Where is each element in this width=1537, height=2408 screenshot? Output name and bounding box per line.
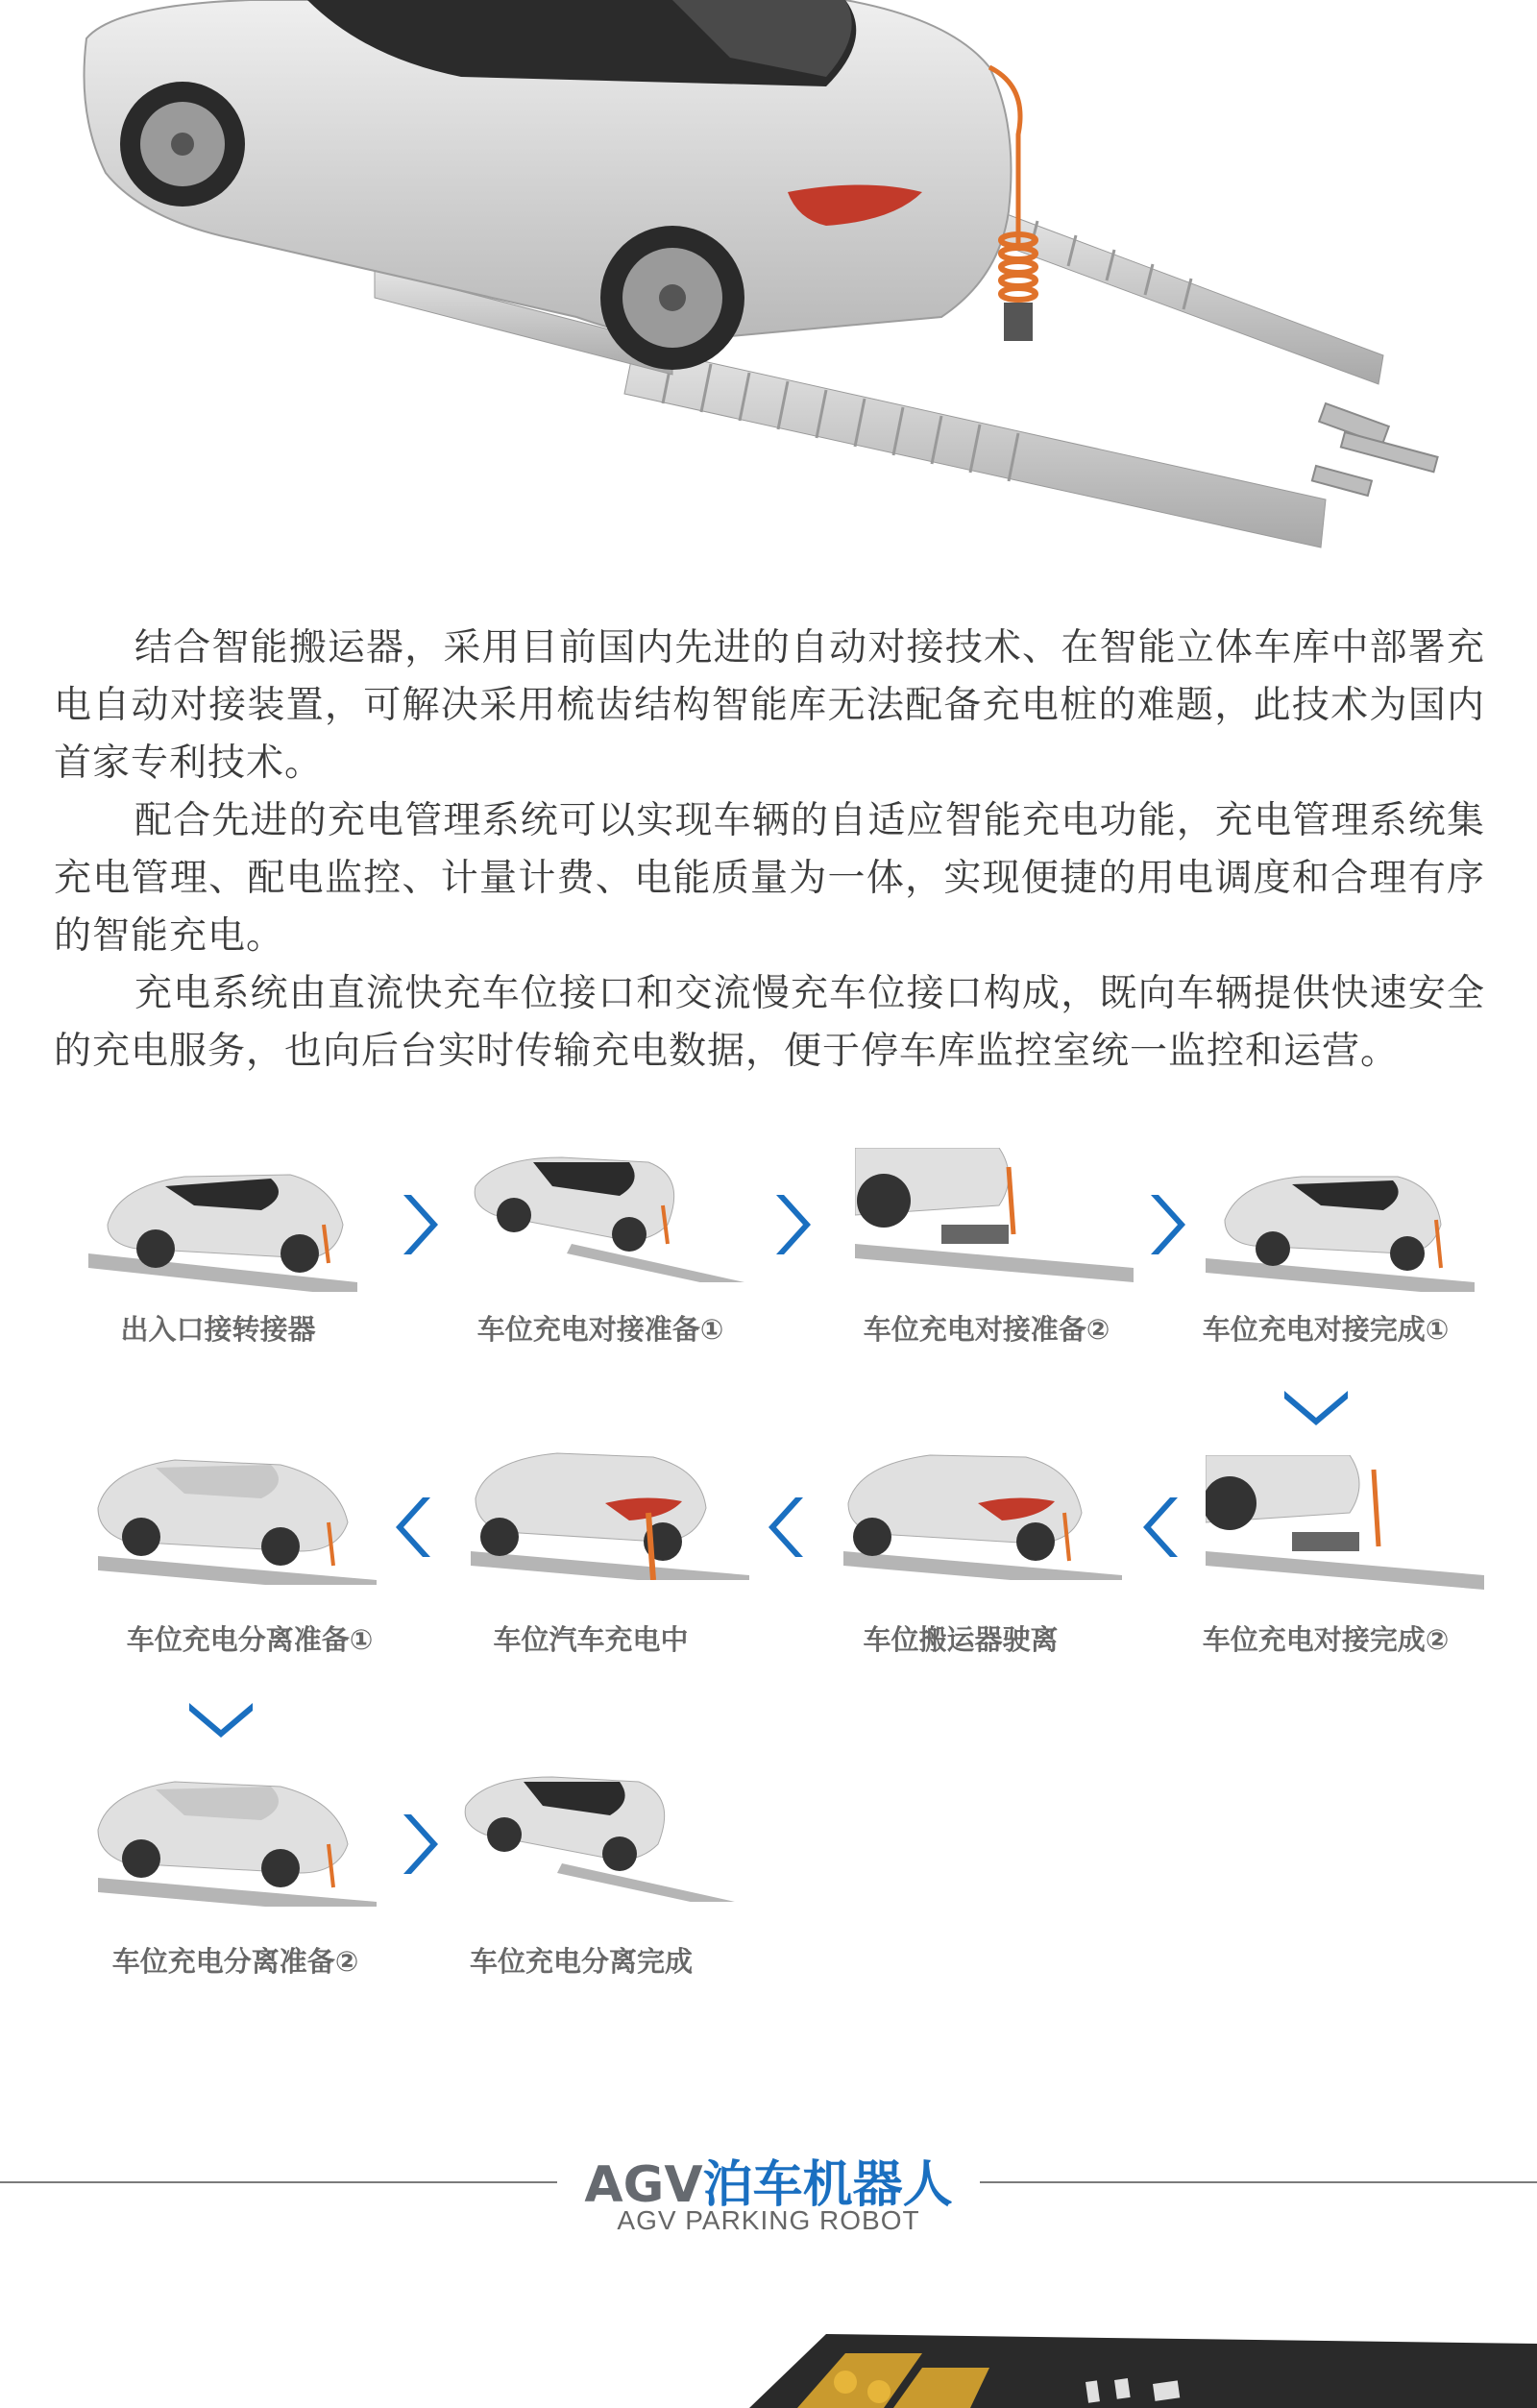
hero-car-carrier-illustration [0, 0, 1537, 576]
chevron-down-icon [187, 1695, 255, 1738]
step-2-image [456, 1148, 744, 1282]
step-3-label: 车位充电对接准备② [863, 1313, 1110, 1346]
step-1-label: 出入口接转接器 [120, 1313, 316, 1346]
step-4-label: 车位充电对接完成① [1202, 1313, 1450, 1346]
chevron-right-icon [768, 1191, 811, 1258]
step-4-image [1196, 1157, 1484, 1292]
step-7-label: 车位汽车充电中 [493, 1623, 689, 1656]
section-title-main: 泊车机器人 [702, 2156, 953, 2214]
intro-paragraph-2: 配合先进的充电管理系统可以实现车辆的自适应智能充电功能，充电管理系统集充电管理、配电监控、计量计费、电能质量为一体，实现便捷的用电调度和合理有序的智能充电。 [54, 799, 1485, 958]
step-2-label: 车位充电对接准备① [476, 1313, 724, 1346]
chevron-right-icon [1143, 1191, 1185, 1258]
step-8-label: 车位充电分离准备① [126, 1623, 374, 1656]
step-6-label: 车位搬运器驶离 [863, 1623, 1059, 1656]
chevron-down-icon [1282, 1383, 1350, 1425]
step-6-image [834, 1446, 1122, 1580]
step-9-label: 车位充电分离准备② [111, 1945, 359, 1978]
step-8-image [88, 1450, 377, 1585]
step-10-image [447, 1767, 735, 1902]
step-10-label: 车位充电分离完成 [469, 1945, 693, 1978]
section-title-prefix: AGV [584, 2156, 703, 2214]
step-3-image [855, 1148, 1143, 1282]
intro-paragraph-1: 结合智能搬运器，采用目前国内先进的自动对接技术、在智能立体车库中部署充电自动对接装置，可解决采用梳齿结构智能库无法配备充电桩的难题，此技术为国内首家专利技术。 [54, 626, 1485, 785]
section-subtitle: AGV PARKING ROBOT [617, 2205, 920, 2235]
chevron-left-icon [1143, 1494, 1185, 1561]
agv-robot-image [672, 2315, 1537, 2408]
step-1-image [79, 1157, 367, 1292]
step-5-image [1206, 1455, 1494, 1590]
step-9-image [88, 1772, 377, 1907]
chevron-left-icon [396, 1494, 438, 1561]
step-7-image [461, 1446, 749, 1580]
chevron-left-icon [768, 1494, 811, 1561]
chevron-right-icon [396, 1191, 438, 1258]
step-5-label: 车位充电对接完成② [1202, 1623, 1450, 1656]
chevron-right-icon [396, 1811, 438, 1878]
intro-paragraph-3: 充电系统由直流快充车位接口和交流慢充车位接口构成，既向车辆提供快速安全的充电服务，也向后台实时传输充电数据，便于停车库监控室统一监控和运营。 [54, 972, 1485, 1073]
